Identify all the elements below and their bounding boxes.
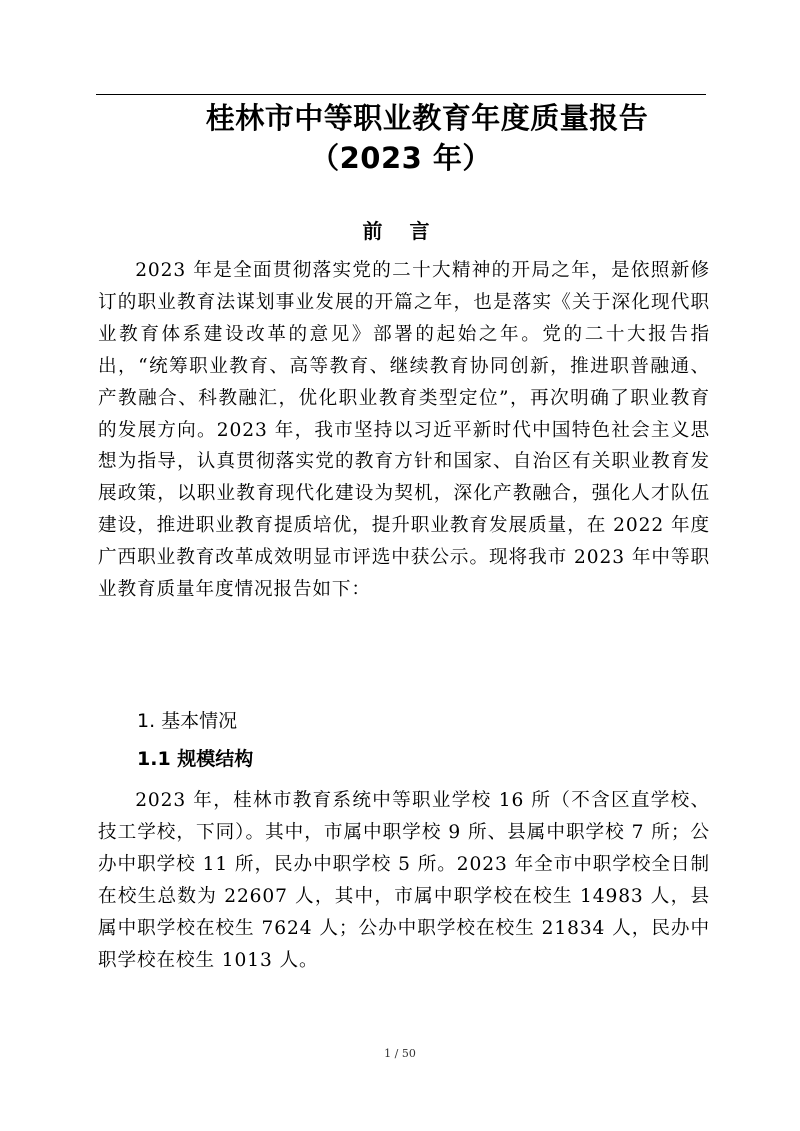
section-1-1-heading: 1.1 规模结构 [137, 748, 254, 770]
preface-heading: 前 言 [362, 219, 440, 243]
scale-structure-paragraph: 2023 年，桂林市教育系统中等职业学校 16 所（不含区直学校、技工学校，下同）。其中，市属中职学校 9 所、县属中职学校 7 所；公办中职学校 11 所，民办中职学校 5 所。2023 年全市中职学校全日制在校生总数为 22607 人，其中，市属中职学校在校生 14983 人，县属中职学校在校生 7624 人；公办中职学校在校生 21834 人，民办中职学校在校生 1013 人。 [98, 790, 710, 971]
report-year: （2023 年） [310, 141, 492, 175]
page-number: 1 / 50 [384, 1047, 416, 1060]
preface-paragraph: 2023 年是全面贯彻落实党的二十大精神的开局之年，是依照新修订的职业教育法谋划事业发展的开篇之年，也是落实《关于深化现代职业教育体系建设改革的意见》部署的起始之年。党的二十大报告指出，“统筹职业教育、高等教育、继续教育协同创新，推进职普融通、产教融合、科教融汇，优化职业教育类型定位”，再次明确了职业教育的发展方向。2023 年，我市坚持以习近平新时代中国特色社会主义思想为指导，认真贯彻落实党的教育方针和国家、自治区有关职业教育发展政策，以职业教育现代化建设为契机，深化产教融合，强化人才队伍建设，推进职业教育提质培优，提升职业教育发展质量，在 2022 年度广西职业教育改革成效明显市评选中获公示。现将我市 2023 年中等职业教育质量年度情况报告如下： [98, 260, 710, 601]
header-rule [96, 94, 706, 95]
report-title: 桂林市中等职业教育年度质量报告 [205, 101, 649, 135]
section-1-heading: 1. 基本情况 [137, 710, 238, 732]
